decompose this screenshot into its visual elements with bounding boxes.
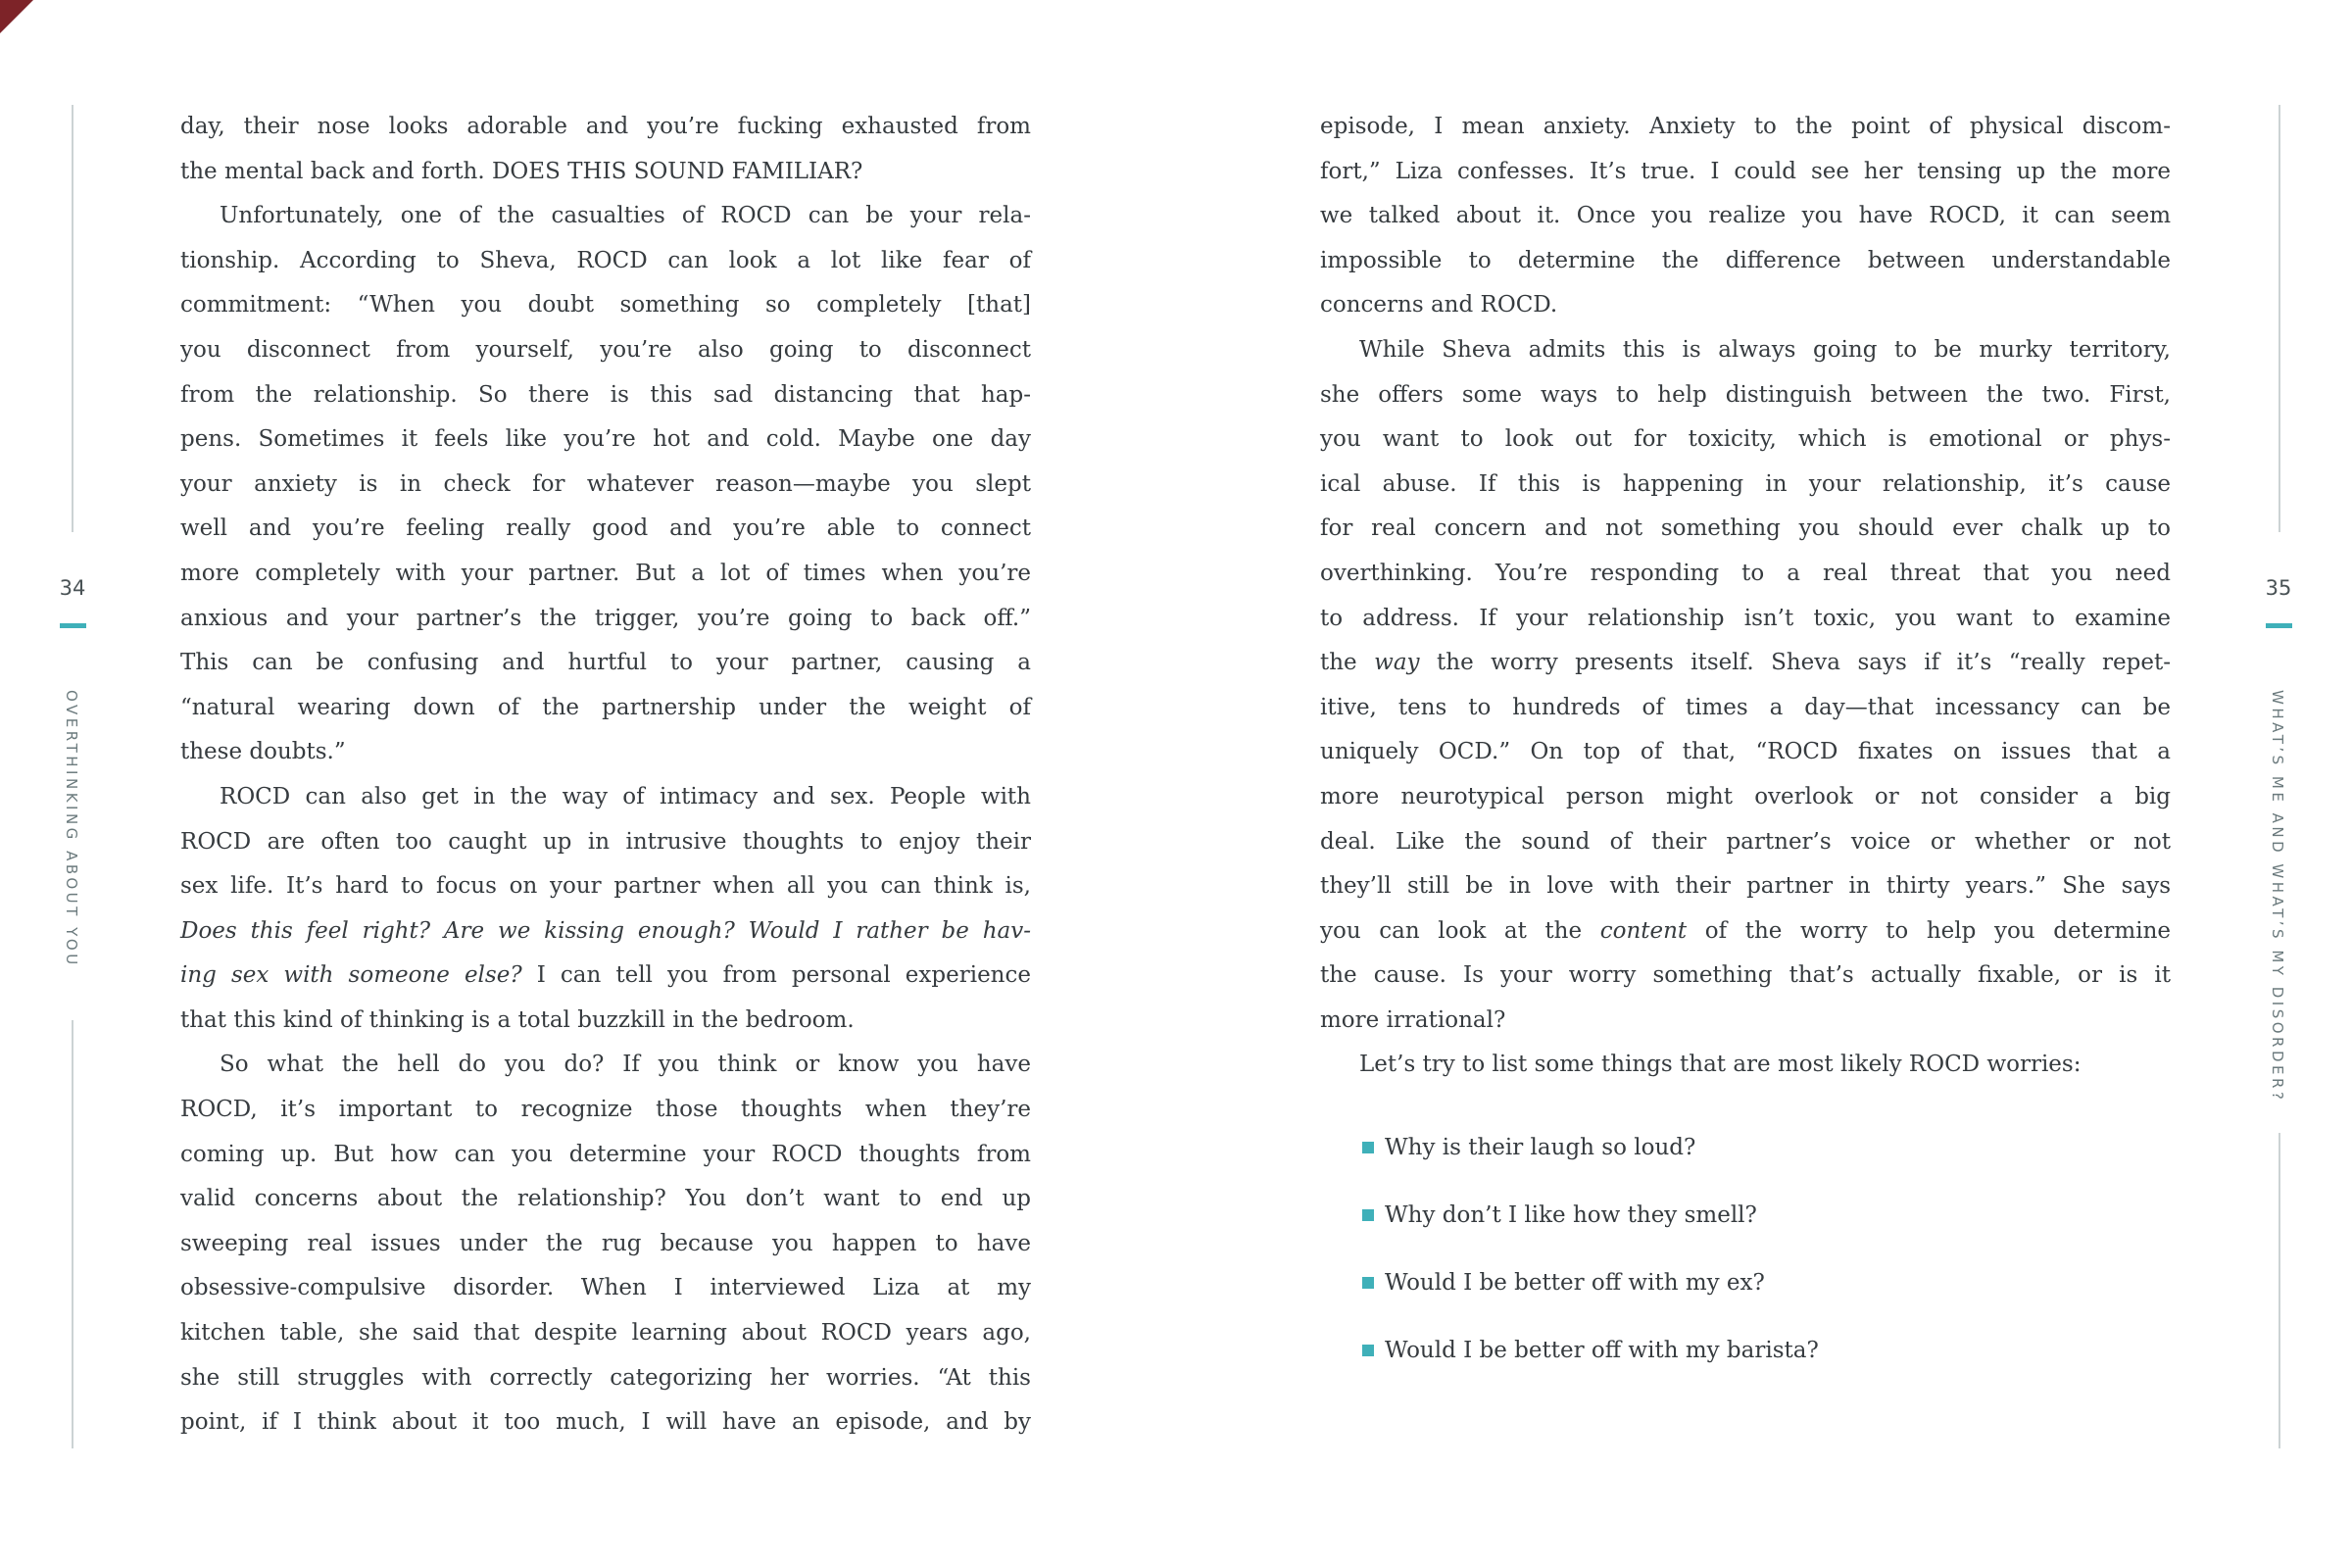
text-segment: she offers some ways to help distinguish between the two. First, bbox=[1320, 381, 2171, 408]
list-item bbox=[1320, 1260, 2171, 1305]
text-segment: more neurotypical person might overlook or not consider a big bbox=[1320, 783, 2171, 809]
text-line bbox=[180, 105, 1031, 150]
text-line bbox=[1320, 1043, 2171, 1088]
list-item-text: Would I be better off with my barista? bbox=[1385, 1338, 1819, 1364]
page-number-left: 34 bbox=[59, 576, 86, 600]
list-item bbox=[1320, 1328, 2171, 1373]
text-segment: ical abuse. If this is happening in your relationship, it’s cause bbox=[1320, 470, 2171, 497]
right-page-text-column bbox=[1320, 105, 2171, 1396]
text-segment: ROCD, it’s important to recognize those thoughts when they’re bbox=[180, 1097, 1031, 1123]
text-segment: Unfortunately, one of the casualties of ROCD can be your rela- bbox=[220, 203, 1031, 229]
text-line bbox=[180, 1356, 1031, 1401]
text-segment: deal. Like the sound of their partner’s voice or whether or not bbox=[1320, 828, 2171, 855]
text-segment: well and you’re feeling really good and you’re able to connect bbox=[180, 515, 1031, 542]
accent-dash-left bbox=[60, 623, 86, 628]
text-segment: from the relationship. So there is this sad distancing that hap- bbox=[180, 381, 1031, 408]
text-line bbox=[1320, 641, 2171, 686]
text-segment: to address. If your relationship isn’t toxic, you want to examine bbox=[1320, 605, 2171, 631]
text-line bbox=[180, 1088, 1031, 1133]
text-segment: anxious and your partner’s the trigger, you’re going to back off.” bbox=[180, 605, 1031, 631]
text-line bbox=[180, 507, 1031, 552]
text-line bbox=[180, 1222, 1031, 1267]
text-line bbox=[1320, 552, 2171, 597]
left-page-text-column bbox=[180, 105, 1031, 1446]
text-segment: that this kind of thinking is a total buzzkill in the bedroom. bbox=[180, 1006, 855, 1033]
text-line bbox=[180, 1400, 1031, 1446]
text-segment: she still struggles with correctly categorizing her worries. “At this bbox=[180, 1364, 1031, 1391]
text-line bbox=[180, 1133, 1031, 1178]
text-line bbox=[1320, 373, 2171, 418]
text-segment: episode, I mean anxiety. Anxiety to the point of physical discom- bbox=[1320, 114, 2171, 139]
text-segment: these doubts.” bbox=[180, 739, 346, 765]
text-segment: day, their nose looks adorable and you’re fucking exhausted from bbox=[180, 114, 1031, 139]
running-head-left: OVERTHINKING ABOUT YOU bbox=[63, 690, 80, 968]
rocd-worries-list bbox=[1320, 1125, 2171, 1373]
text-line bbox=[180, 1043, 1031, 1088]
text-line bbox=[1320, 328, 2171, 373]
text-line bbox=[1320, 775, 2171, 820]
text-segment: of the worry to help you determine bbox=[1687, 917, 2171, 944]
text-segment: we talked about it. Once you realize you have ROCD, it can seem bbox=[1320, 203, 2171, 229]
text-line bbox=[1320, 239, 2171, 284]
text-segment: you want to look out for toxicity, which is emotional or phys- bbox=[1320, 426, 2171, 453]
text-segment: So what the hell do you do? If you think or know you have bbox=[220, 1052, 1031, 1078]
text-segment: fort,” Liza confesses. It’s true. I could see her tensing up the more bbox=[1320, 158, 2171, 184]
text-line bbox=[1320, 909, 2171, 955]
text-segment: This can be confusing and hurtful to your partner, causing a bbox=[180, 650, 1031, 676]
text-segment: more irrational? bbox=[1320, 1006, 1506, 1033]
list-item bbox=[1320, 1193, 2171, 1238]
square-bullet-icon bbox=[1362, 1209, 1374, 1221]
text-line bbox=[180, 909, 1031, 955]
text-line bbox=[1320, 597, 2171, 642]
text-segment: your anxiety is in check for whatever reason—maybe you slept bbox=[180, 470, 1031, 497]
italic-text-segment: ing sex with someone else? bbox=[180, 962, 522, 989]
text-line bbox=[1320, 105, 2171, 150]
text-segment: overthinking. You’re responding to a real threat that you need bbox=[1320, 560, 2171, 586]
text-line bbox=[1320, 194, 2171, 239]
text-line bbox=[1320, 150, 2171, 195]
text-segment: tionship. According to Sheva, ROCD can look a lot like fear of bbox=[180, 247, 1031, 273]
text-segment: I can tell you from personal experience bbox=[521, 962, 1031, 989]
text-line bbox=[180, 373, 1031, 418]
text-line bbox=[180, 775, 1031, 820]
text-line bbox=[1320, 686, 2171, 731]
text-segment: the cause. Is your worry something that’s actually fixable, or is it bbox=[1320, 962, 2171, 989]
text-segment: the mental back and forth. DOES THIS SOUND FAMILIAR? bbox=[180, 158, 863, 184]
text-line bbox=[1320, 417, 2171, 463]
text-segment: coming up. But how can you determine your ROCD thoughts from bbox=[180, 1141, 1031, 1167]
text-segment: Let’s try to list some things that are most likely ROCD worries: bbox=[1359, 1052, 2082, 1078]
text-segment: ROCD are often too caught up in intrusive thoughts to enjoy their bbox=[180, 828, 1031, 855]
text-line bbox=[1320, 864, 2171, 909]
text-segment: they’ll still be in love with their partner in thirty years.” She says bbox=[1320, 873, 2171, 900]
text-segment: sex life. It’s hard to focus on your partner when all you can think is, bbox=[180, 873, 1031, 900]
text-segment: ROCD can also get in the way of intimacy and sex. People with bbox=[220, 783, 1031, 809]
text-line bbox=[180, 150, 1031, 195]
text-line bbox=[180, 597, 1031, 642]
text-segment: for real concern and not something you should ever chalk up to bbox=[1320, 515, 2171, 542]
margin-rule-right-top bbox=[2278, 105, 2280, 532]
text-line bbox=[180, 552, 1031, 597]
text-segment: you can look at the bbox=[1320, 917, 1600, 944]
text-line bbox=[180, 641, 1031, 686]
page-corner-artifact bbox=[0, 0, 33, 33]
text-line bbox=[1320, 999, 2171, 1044]
text-segment: sweeping real issues under the rug because you happen to have bbox=[180, 1230, 1031, 1256]
text-line bbox=[180, 463, 1031, 508]
text-segment: the worry presents itself. Sheva says if it’s “really repet- bbox=[1419, 650, 2171, 676]
text-line bbox=[180, 999, 1031, 1044]
margin-rule-left-bottom bbox=[72, 1020, 74, 1448]
text-line bbox=[1320, 820, 2171, 865]
text-segment: obsessive-compulsive disorder. When I interviewed Liza at my bbox=[180, 1275, 1031, 1301]
text-line bbox=[180, 239, 1031, 284]
text-segment: point, if I think about it too much, I will have an episode, and by bbox=[180, 1409, 1031, 1436]
text-line bbox=[180, 686, 1031, 731]
text-segment: the bbox=[1320, 650, 1375, 676]
text-line bbox=[180, 194, 1031, 239]
text-segment: valid concerns about the relationship? You don’t want to end up bbox=[180, 1186, 1031, 1212]
text-line bbox=[180, 1311, 1031, 1356]
square-bullet-icon bbox=[1362, 1142, 1374, 1153]
text-segment: itive, tens to hundreds of times a day—that incessancy can be bbox=[1320, 694, 2171, 720]
text-line bbox=[180, 328, 1031, 373]
list-item bbox=[1320, 1125, 2171, 1170]
text-line bbox=[180, 417, 1031, 463]
list-item-text: Why don’t I like how they smell? bbox=[1385, 1202, 1757, 1229]
text-line bbox=[180, 283, 1031, 328]
text-line bbox=[180, 1177, 1031, 1222]
text-segment: commitment: “When you doubt something so completely [that] bbox=[180, 292, 1031, 318]
accent-dash-right bbox=[2266, 623, 2292, 628]
text-line bbox=[180, 864, 1031, 909]
text-segment: impossible to determine the difference between understandable bbox=[1320, 247, 2171, 273]
margin-rule-right-bottom bbox=[2278, 1133, 2280, 1448]
text-line bbox=[1320, 507, 2171, 552]
text-segment: pens. Sometimes it feels like you’re hot and cold. Maybe one day bbox=[180, 426, 1031, 453]
italic-text-segment: Does this feel right? Are we kissing enough? Would I rather be hav- bbox=[180, 917, 1031, 944]
text-line bbox=[1320, 283, 2171, 328]
text-segment: uniquely OCD.” On top of that, “ROCD fixates on issues that a bbox=[1320, 739, 2171, 765]
margin-rule-left-top bbox=[72, 105, 74, 532]
italic-text-segment: content bbox=[1599, 917, 1688, 944]
text-line bbox=[180, 820, 1031, 865]
list-item-text: Why is their laugh so loud? bbox=[1385, 1135, 1696, 1161]
square-bullet-icon bbox=[1362, 1345, 1374, 1356]
text-segment: kitchen table, she said that despite learning about ROCD years ago, bbox=[180, 1320, 1031, 1347]
list-item-text: Would I be better off with my ex? bbox=[1385, 1270, 1765, 1297]
italic-text-segment: way bbox=[1374, 650, 1420, 676]
text-segment: you disconnect from yourself, you’re also going to disconnect bbox=[180, 336, 1031, 363]
text-segment: While Sheva admits this is always going to be murky territory, bbox=[1359, 336, 2171, 363]
square-bullet-icon bbox=[1362, 1277, 1374, 1289]
text-line bbox=[180, 730, 1031, 775]
text-segment: “natural wearing down of the partnership under the weight of bbox=[180, 694, 1031, 720]
text-segment: more completely with your partner. But a lot of times when you’re bbox=[180, 560, 1031, 586]
text-line bbox=[180, 954, 1031, 999]
running-head-right: WHAT’S ME AND WHAT’S MY DISORDER? bbox=[2269, 690, 2286, 1103]
text-line bbox=[1320, 730, 2171, 775]
text-segment: concerns and ROCD. bbox=[1320, 292, 1558, 318]
page-number-right: 35 bbox=[2265, 576, 2292, 600]
text-line bbox=[180, 1266, 1031, 1311]
text-line bbox=[1320, 463, 2171, 508]
text-line bbox=[1320, 954, 2171, 999]
